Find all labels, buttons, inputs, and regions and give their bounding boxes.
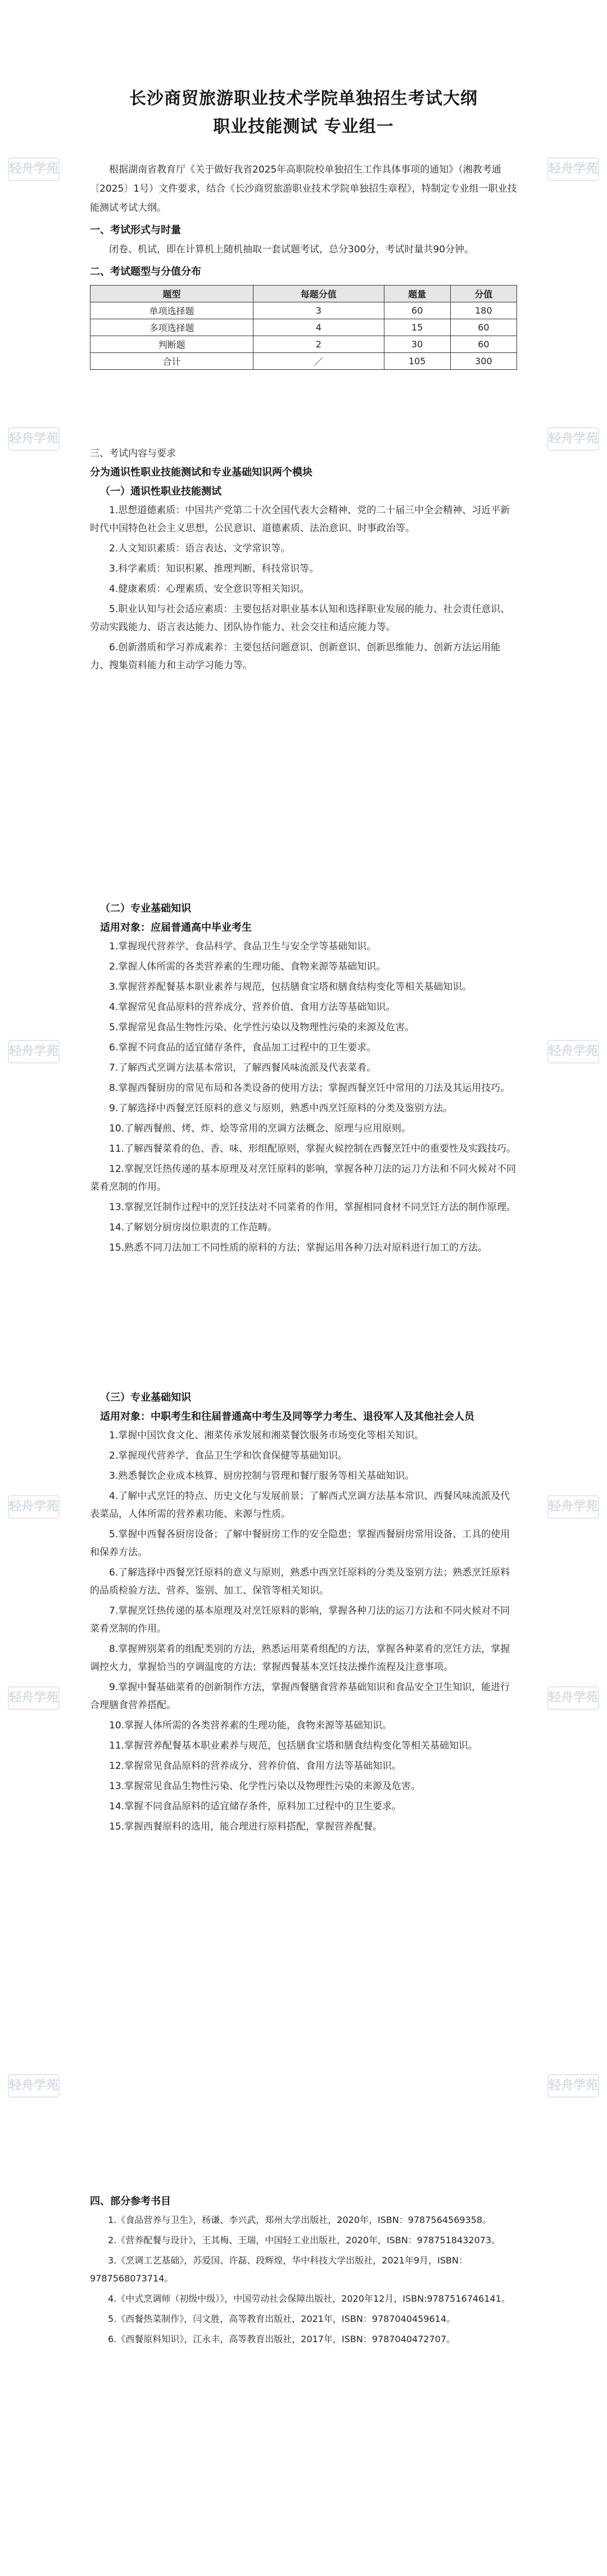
reference-item: 5.《西餐热菜制作》，闫文胜，高等教育出版社，2021年，ISBN：9787040459614。 xyxy=(108,2314,456,2324)
list-item: 10.掌握人体所需的各类营养素的生理功能，食物来源等基础知识。 xyxy=(109,1720,392,1731)
part-2-block xyxy=(90,899,517,1259)
list-item: 12.掌握烹饪热传递的基本原理及对烹饪原料的影响，掌握各种刀法的运刀方法和不同火候对不同菜肴烹制的作用。 xyxy=(90,1163,517,1193)
intro-block xyxy=(90,160,517,370)
watermark-logo: 轻舟学苑 xyxy=(8,1495,60,1519)
table-header-row xyxy=(90,286,517,302)
page-title: 长沙商贸旅游职业技术学院单独招生考试大纲 xyxy=(129,89,478,108)
table-cell: 合计 xyxy=(90,353,253,370)
watermark-logo: 轻舟学苑 xyxy=(547,157,599,181)
list-item: 11.了解西餐菜肴的色、香、味、形组配原则，掌握火候控制在西餐烹饪中的重要性及实践技巧。 xyxy=(109,1143,517,1155)
list-item: 2.人文知识素质：语言表达、文学常识等。 xyxy=(109,543,291,554)
list-item: 9.掌握中餐基础菜肴的创新制作方法，掌握西餐膳食营养基础知识和食品安全卫生知识，能进行合理膳食营养搭配。 xyxy=(90,1682,510,1711)
list-item: 15.熟悉不同刀法加工不同性质的原料的方法；掌握运用各种刀法对原料进行加工的方法。 xyxy=(109,1242,488,1253)
table-cell: 单项选择题 xyxy=(90,302,253,319)
table-cell: 60 xyxy=(384,302,450,319)
score-distribution-table xyxy=(90,285,517,370)
reference-item: 4.《中式烹调师（初级中级）》，中国劳动社会保障出版社，2020年12月，ISBN:9787516746141。 xyxy=(108,2293,510,2304)
reference-item: 2.《营养配餐与设计》，王其梅、王瑞，中国轻工业出版社，2020年，ISBN：9787518432073。 xyxy=(108,2235,501,2245)
table-row xyxy=(90,336,517,353)
list-item: 6.掌握不同食品的适宜储存条件，食品加工过程中的卫生要求。 xyxy=(109,1042,377,1053)
table-cell: 多项选择题 xyxy=(90,319,253,336)
list-item: 5.掌握中西餐各厨房设备；了解中餐厨房工作的安全隐患；掌握西餐厨房常用设备、工具的使用和保养方法。 xyxy=(90,1529,510,1558)
list-item: 3.熟悉餐饮企业成本核算、厨房控制与管理和餐厅服务等相关基础知识。 xyxy=(109,1470,415,1482)
table-cell: 300 xyxy=(450,353,517,370)
list-item: 4.了解中式烹饪的特点、历史文化与发展前景；了解西式烹调方法基本常识、西餐风味流派及代表菜品，人体所需的营养素功能、来源与性质。 xyxy=(90,1491,510,1520)
table-header-cell: 题型 xyxy=(90,286,253,302)
section-4-heading: 四、部分参考书目 xyxy=(90,2195,171,2207)
list-item: 10.了解西餐煎、烤、炸、烩等常用的烹调方法概念、原理与应用原则。 xyxy=(109,1123,411,1134)
reference-item: 1.《食品营养与卫生》，杨谦、李兴武，郑州大学出版社，2020年，ISBN：9787564569358。 xyxy=(108,2215,492,2225)
watermark-logo: 轻舟学苑 xyxy=(547,1040,599,1063)
section-2-heading: 二、考试题型与分值分布 xyxy=(90,266,201,278)
table-cell: 180 xyxy=(450,302,517,319)
list-item: 13.掌握烹饪制作过程中的烹饪技法对不同菜肴的作用，掌握相同食材不同烹饪方法的制作原理。 xyxy=(109,1202,517,1213)
watermark-logo: 轻舟学苑 xyxy=(547,1495,599,1519)
list-item: 9.了解选择中西餐烹饪原料的意义与原则，熟悉中西烹饪原料的分类及鉴别方法。 xyxy=(109,1103,453,1114)
table-row xyxy=(90,319,517,336)
list-item: 7.掌握烹饪热传递的基本原理及对烹饪原料的影响，掌握各种刀法的运刀方法和不同火候对不同菜肴烹制的作用。 xyxy=(90,1605,510,1635)
list-item: 1.掌握中国饮食文化、湘菜传承发展和湘菜餐饮服务市场变化等相关知识。 xyxy=(109,1430,424,1441)
section-3-block xyxy=(90,444,517,677)
list-item: 7.了解西式烹调方法基本常识，了解西餐风味流派及代表菜肴。 xyxy=(109,1062,377,1074)
section-1-body: 闭卷、机试，即在计算机上随机抽取一套试题考试，总分300分，考试时量共90分钟。 xyxy=(109,244,474,255)
table-header-cell: 题量 xyxy=(384,286,450,302)
list-item: 1.思想道德素质：中国共产党第二十次全国代表大会精神、党的二十届三中全会精神、习近平新时代中国特色社会主义思想，公民意识、道德素质、法治意识、时事政治等。 xyxy=(90,505,510,534)
part-2-audience: 适用对象：应届普通高中毕业考生 xyxy=(100,922,252,934)
reference-item: 6.《西餐原料知识》，江永丰，高等教育出版社，2017年，ISBN：9787040472707。 xyxy=(108,2334,456,2344)
table-header-cell: 每题分值 xyxy=(253,286,384,302)
section-1-heading: 一、考试形式与时量 xyxy=(90,224,181,236)
watermark-logo: 轻舟学苑 xyxy=(8,427,60,451)
list-item: 5.职业认知与社会适应素质：主要包括对职业基本认知和选择职业发展的能力、社会责任意识、劳动实践能力、语言表达能力、团队协作能力、社会交往和适应能力等。 xyxy=(90,604,510,633)
table-cell: 15 xyxy=(384,319,450,336)
part-3-audience: 适用对象：中职考生和往届普通高中考生及同等学力考生、退役军人及其他社会人员 xyxy=(100,1411,474,1423)
part-3-heading: （三）专业基础知识 xyxy=(100,1392,191,1404)
list-item: 3.掌握营养配餐基本职业素养与规范，包括膳食宝塔和膳食结构变化等相关基础知识。 xyxy=(109,981,472,993)
part-3-block xyxy=(90,1388,517,1838)
table-cell: 判断题 xyxy=(90,336,253,353)
list-item: 13.掌握常见食品生物性污染、化学性污染以及物理性污染的来源及危害。 xyxy=(109,1781,421,1792)
table-cell: 2 xyxy=(253,336,384,353)
list-item: 12.掌握常见食品原料的营养成分、营养价值、食用方法等基础知识。 xyxy=(109,1760,402,1772)
list-item: 2.掌握人体所需的各类营养素的生理功能、食物来源等基础知识。 xyxy=(109,961,386,972)
list-item: 4.健康素质：心理素质、安全意识等相关知识。 xyxy=(109,583,310,595)
watermark-logo: 轻舟学苑 xyxy=(547,427,599,451)
watermark-logo: 轻舟学苑 xyxy=(8,1040,60,1063)
list-item: 4.掌握常见食品原料的营养成分、营养价值、食用方法等基础知识。 xyxy=(109,1002,396,1013)
watermark-logo: 轻舟学苑 xyxy=(8,2074,60,2098)
list-item: 8.掌握辨别菜肴的组配类别的方法，熟悉运用菜肴组配的方法，掌握各种菜肴的烹饪方法，掌握调控火力，掌握恰当的亨调温度的方法；掌握西餐基本烹饪技法操作流程及注意事项。 xyxy=(90,1644,510,1673)
section-3-heading: 三、考试内容与要求 xyxy=(90,448,176,459)
part-2-heading: （二）专业基础知识 xyxy=(100,903,191,914)
watermark-logo: 轻舟学苑 xyxy=(8,157,60,181)
list-item: 14.了解划分厨房岗位职责的工作范畴。 xyxy=(109,1222,278,1233)
section-4-block xyxy=(90,2192,517,2351)
watermark-logo: 轻舟学苑 xyxy=(547,1686,599,1710)
list-item: 5.掌握常见食品生物性污染、化学性污染以及物理性污染的来源及危害。 xyxy=(109,1022,415,1033)
list-item: 6.创新潜质和学习养成素养：主要包括问题意识、创新意识、创新思维能力、创新方法运用能力、搜集资料能力和主动学习能力等。 xyxy=(90,642,501,671)
list-item: 8.掌握西餐厨房的常见布局和各类设备的使用方法；掌握西餐烹饪中常用的刀法及其运用技巧。 xyxy=(109,1083,510,1094)
list-item: 2.掌握现代营养学、食品卫生学和饮食保健等基础知识。 xyxy=(109,1450,348,1461)
page-subtitle: 职业技能测试 专业组一 xyxy=(213,117,394,137)
table-cell: 3 xyxy=(253,302,384,319)
list-item: 6.了解选择中西餐烹饪原料的意义与原则，熟悉中西烹饪原料的分类及鉴别方法；熟悉烹饪原料的品质检验方法、营养、鉴别、加工、保管等相关知识。 xyxy=(90,1567,510,1596)
table-cell: 60 xyxy=(450,319,517,336)
table-header-cell: 分值 xyxy=(450,286,517,302)
table-row xyxy=(90,353,517,370)
part-1-heading: （一）通识性职业技能测试 xyxy=(100,486,221,497)
list-item: 1.掌握现代营养学、食品科学、食品卫生与安全学等基础知识。 xyxy=(109,941,377,952)
table-cell: 105 xyxy=(384,353,450,370)
watermark-logo: 轻舟学苑 xyxy=(547,2074,599,2098)
list-item: 11.掌握营养配餐基本职业素养与规范，包括膳食宝塔和膳食结构变化等相关基础知识。 xyxy=(109,1740,478,1751)
watermark-logo: 轻舟学苑 xyxy=(8,1686,60,1710)
table-cell: 30 xyxy=(384,336,450,353)
reference-item: 3.《烹调工艺基础》，苏爱国、许磊、段辉煌，华中科技大学出版社，2021年9月，ISBN：9787568073714。 xyxy=(90,2255,468,2284)
table-row xyxy=(90,302,517,319)
table-cell: ／ xyxy=(253,353,384,370)
list-item: 14.掌握不同食品原料的适宜储存条件，原料加工过程中的卫生要求。 xyxy=(109,1801,402,1812)
list-item: 15.掌握西餐原料的选用，能合理进行原料搭配，掌握营养配餐。 xyxy=(109,1821,383,1832)
table-cell: 60 xyxy=(450,336,517,353)
table-cell: 4 xyxy=(253,319,384,336)
intro-paragraph: 根据湖南省教育厅《关于做好我省2025年高职院校单独招生工作具体事项的通知》（湘教考通〔2025〕1号）文件要求，结合《长沙商贸旅游职业技术学院单独招生章程》，特制定专业组一职业技能测试考试大纲。 xyxy=(90,164,517,214)
list-item: 3.科学素质：知识积累、推理判断、科技常识等。 xyxy=(109,563,319,574)
section-3-subheading: 分为通识性职业技能测试和专业基础知识两个模块 xyxy=(90,467,312,478)
